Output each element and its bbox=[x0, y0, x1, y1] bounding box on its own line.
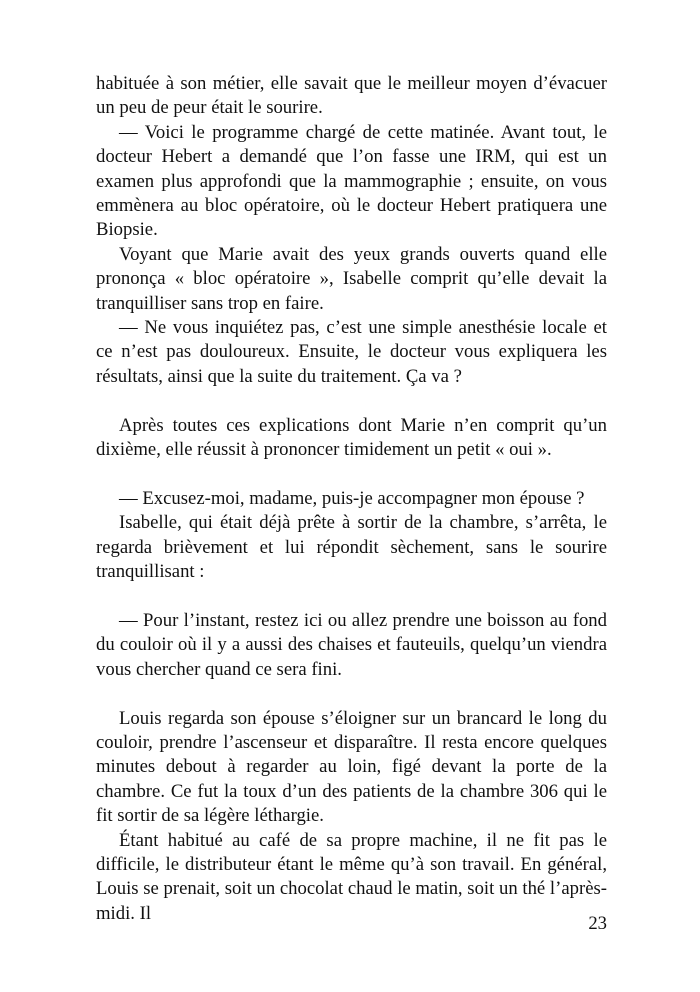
paragraph-coffee-machine: Étant habitué au café de sa propre machine, il ne fit pas le difficile, le distributeur étant le même qu’à son travail. En général, Louis se prenait, soit un chocolat chaud le matin, soit un thé l’après-midi. Il bbox=[96, 829, 607, 924]
paragraph-dialogue-reassure: — Ne vous inquiétez pas, c’est une simple anesthésie locale et ce n’est pas douloureux. Ensuite, le docteur vous expliquera les résultats, ainsi que la suite du traitement. Ça va ? bbox=[96, 317, 607, 387]
paragraph-isabelle-stops: Isabelle, qui était déjà prête à sortir de la chambre, s’arrêta, le regarda brièvement et lui répondit sèchement, sans le sourire tranquillisant : bbox=[96, 512, 607, 583]
paragraph-louis-watches: Louis regarda son épouse s’éloigner sur un brancard le long du couloir, prendre l’ascenseur et disparaître. Il resta encore quelques minutes debout à regarder au loin, figé devant la porte de la chambre. Ce fut la toux d’un des patients de la chambre 306 qui le fit sortir de sa légère léthargie. bbox=[96, 707, 607, 827]
paragraph-dialogue-louis-question: — Excusez-moi, madame, puis-je accompagner mon épouse ? bbox=[119, 487, 585, 509]
paragraph-continuation: habituée à son métier, elle savait que le meilleur moyen d’évacuer un peu de peur était le sourire. bbox=[96, 73, 607, 119]
page-body-text bbox=[96, 72, 607, 926]
paragraph-dialogue-program: — Voici le programme chargé de cette matinée. Avant tout, le docteur Hebert a demandé que l’on fasse une IRM, qui est un examen plus approfondi que la mammographie ; ensuite, on vous emmènera au bloc opératoire, où le docteur Hebert pratiquera une Biopsie. bbox=[96, 121, 607, 241]
paragraph-marie-eyes: Voyant que Marie avait des yeux grands ouverts quand elle prononça « bloc opératoire », Isabelle comprit qu’elle devait la tranquilliser sans trop en faire. bbox=[96, 243, 607, 314]
paragraph-dialogue-isabelle-answer: — Pour l’instant, restez ici ou allez prendre une boisson au fond du couloir où il y a aussi des chaises et fauteuils, quelqu’un viendra vous chercher quand ce sera fini. bbox=[96, 609, 607, 680]
page-number: 23 bbox=[588, 913, 607, 934]
paragraph-marie-oui: Après toutes ces explications dont Marie n’en comprit qu’un dixième, elle réussit à prononcer timidement un petit « oui ». bbox=[96, 414, 607, 461]
